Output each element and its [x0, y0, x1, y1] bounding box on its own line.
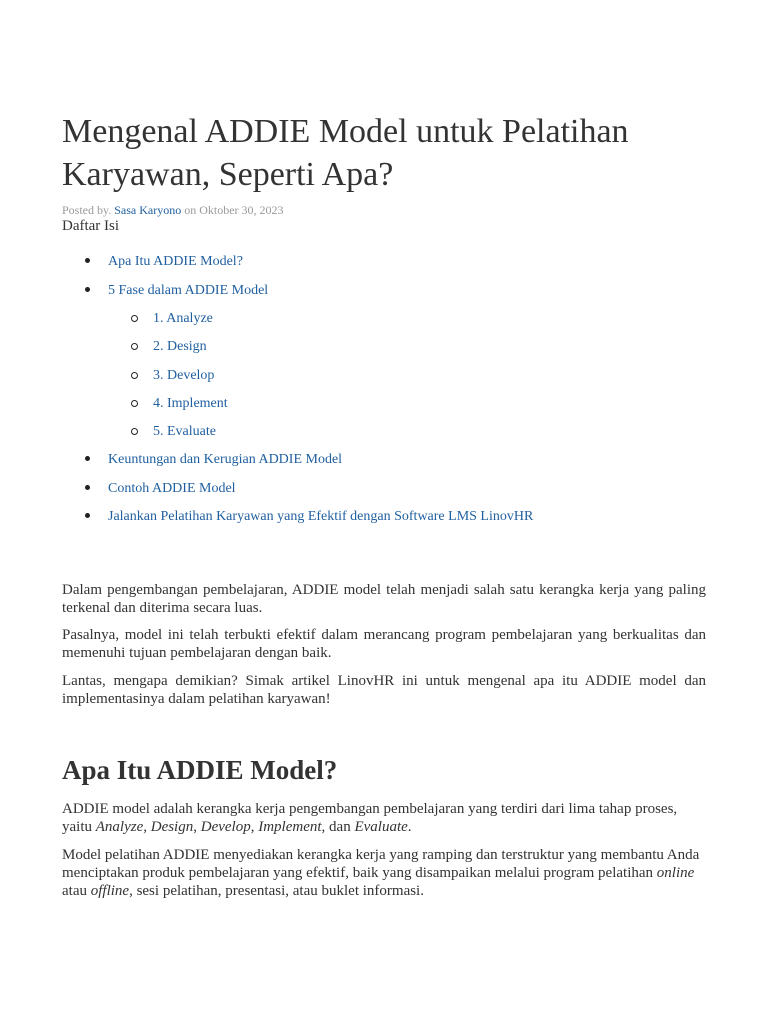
toc-link-evaluate[interactable]: 5. Evaluate — [153, 424, 216, 439]
text: , dan — [321, 819, 355, 835]
text: Model pelatihan ADDIE menyediakan kerangka kerja yang ramping dan terstruktur yang membantu Anda menciptakan produk pembelajaran yang efektif, baik yang disampaikan melalui program pelatihan — [62, 847, 700, 881]
term-design: Design — [150, 819, 194, 835]
on-label: on — [184, 203, 197, 217]
posted-by-label: Posted by. — [62, 203, 112, 217]
intro-paragraph: Pasalnya, model ini telah terbukti efektif dalam merancang program pembelajaran yang berkualitas dan memenuhi tujuan pembelajaran dengan baik. — [62, 627, 706, 661]
toc-link-keuntungan[interactable]: Keuntungan dan Kerugian ADDIE Model — [108, 452, 343, 467]
circle-bullet-icon — [131, 428, 138, 435]
text: . — [407, 819, 412, 835]
toc-subitem[interactable] — [153, 395, 228, 412]
circle-bullet-icon — [131, 343, 138, 350]
text: , — [193, 819, 201, 835]
post-meta — [62, 203, 284, 217]
post-date: Oktober 30, 2023 — [199, 203, 284, 217]
toc-link-contoh[interactable]: Contoh ADDIE Model — [108, 481, 236, 496]
term-evaluate: Evaluate — [354, 819, 408, 835]
bullet-icon — [85, 456, 90, 461]
toc-item[interactable] — [108, 508, 533, 525]
toc-item[interactable] — [108, 480, 236, 497]
toc-link-design[interactable]: 2. Design — [153, 339, 207, 354]
bullet-icon — [85, 287, 90, 292]
toc-item[interactable] — [108, 282, 268, 299]
section-paragraph — [62, 846, 706, 900]
bullet-icon — [85, 513, 90, 518]
bullet-icon — [85, 258, 90, 263]
text: , — [250, 819, 259, 835]
circle-bullet-icon — [131, 400, 138, 407]
section-paragraph — [62, 800, 706, 836]
toc-subitem[interactable] — [153, 310, 213, 327]
toc-link-jalankan[interactable]: Jalankan Pelatihan Karyawan yang Efektif dengan Software LMS LinovHR — [108, 509, 534, 524]
term-implement: Implement — [258, 819, 322, 835]
toc-subitem[interactable] — [153, 338, 207, 355]
text: atau — [62, 883, 91, 899]
text: , — [143, 819, 151, 835]
text: , sesi pelatihan, presentasi, atau buklet informasi. — [129, 883, 424, 899]
toc-item[interactable] — [108, 451, 342, 468]
toc-heading: Daftar Isi — [62, 218, 120, 234]
term-analyze: Analyze — [95, 819, 144, 835]
bullet-icon — [85, 485, 90, 490]
circle-bullet-icon — [131, 315, 138, 322]
term-develop: Develop — [200, 819, 251, 835]
intro-paragraph: Dalam pengembangan pembelajaran, ADDIE model telah menjadi salah satu kerangka kerja yang paling terkenal dan diterima secara luas. — [62, 582, 706, 616]
circle-bullet-icon — [131, 372, 138, 379]
author-link[interactable]: Sasa Karyono — [114, 203, 182, 217]
intro-paragraph: Lantas, mengapa demikian? Simak artikel LinovHR ini untuk mengenal apa itu ADDIE model dan implementasinya dalam pelatihan karyawan! — [62, 673, 706, 707]
section-heading: Apa Itu ADDIE Model? — [62, 755, 338, 785]
toc-link-analyze[interactable]: 1. Analyze — [153, 311, 213, 326]
toc-item[interactable] — [108, 253, 243, 270]
toc-link-develop[interactable]: 3. Develop — [153, 368, 215, 383]
toc-link-apa-itu[interactable]: Apa Itu ADDIE Model? — [108, 254, 243, 269]
toc-link-5-fase[interactable]: 5 Fase dalam ADDIE Model — [108, 283, 269, 298]
toc-subitem[interactable] — [153, 367, 214, 384]
toc-link-implement[interactable]: 4. Implement — [153, 396, 228, 411]
term-online: online — [656, 865, 695, 881]
article-title: Mengenal ADDIE Model untuk Pelatihan Karyawan, Seperti Apa? — [62, 113, 629, 193]
toc-subitem[interactable] — [153, 423, 216, 440]
text: ADDIE model adalah kerangka kerja pengembangan pembelajaran yang terdiri dari lima tahap proses, yaitu — [62, 801, 678, 835]
term-offline: offline — [90, 883, 130, 899]
